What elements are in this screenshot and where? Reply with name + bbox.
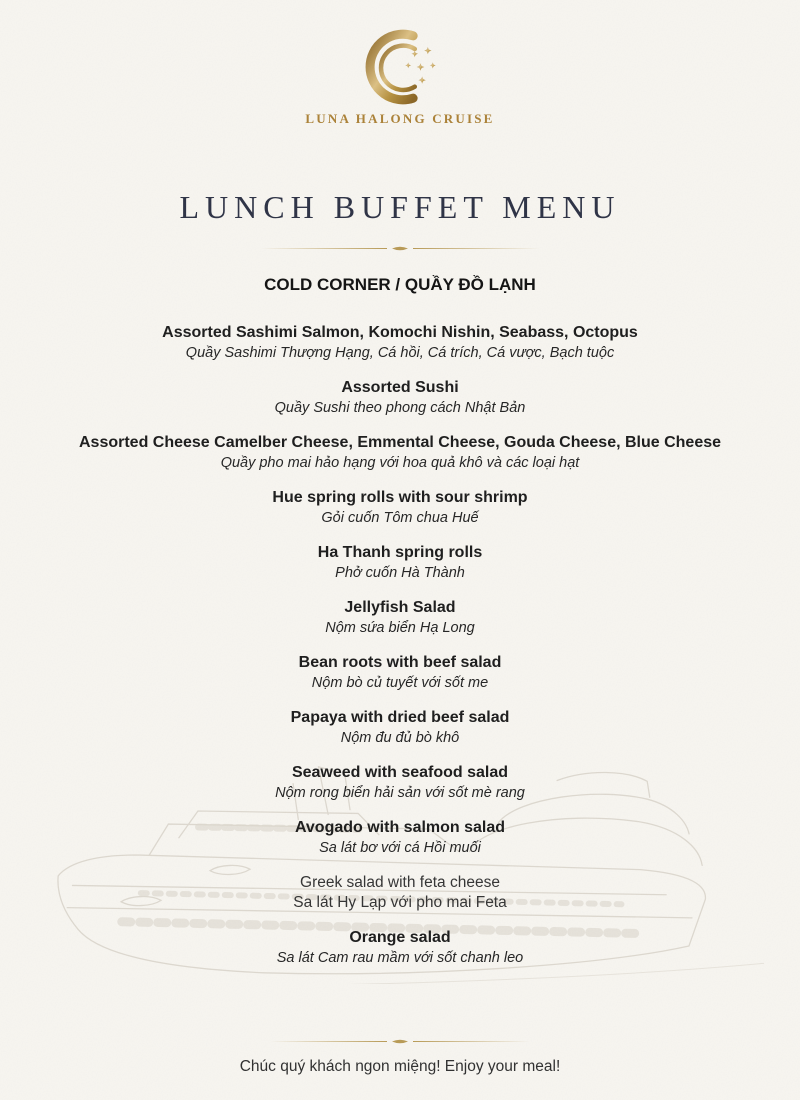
- menu-item: [0, 542, 800, 583]
- menu-item: [0, 652, 800, 693]
- item-translation: Phở cuốn Hà Thành: [335, 565, 465, 581]
- item-name: Seaweed with seafood salad: [291, 764, 509, 781]
- bottom-divider-ornament: [270, 1038, 530, 1045]
- item-name: Assorted Cheese Camelber Cheese, Emmental Cheese, Gouda Cheese, Blue Cheese: [78, 434, 722, 451]
- item-name: Orange salad: [349, 929, 451, 946]
- menu-item: [0, 927, 800, 968]
- page-title: LUNCH BUFFET MENU: [179, 189, 621, 225]
- item-translation: Quầy pho mai hảo hạng với hoa quả khô và các loại hạt: [220, 455, 580, 471]
- item-translation: Sa lát Cam rau mầm với sốt chanh leo: [276, 950, 524, 966]
- item-translation: Nộm rong biển hải sản với sốt mè rang: [275, 785, 525, 801]
- item-translation: Nộm bò củ tuyết với sốt me: [311, 675, 489, 691]
- brand-header: [0, 26, 800, 127]
- menu-items-list: [0, 322, 800, 968]
- menu-item: [0, 487, 800, 528]
- item-translation: Quầy Sashimi Thượng Hạng, Cá hồi, Cá trích, Cá vược, Bạch tuộc: [185, 345, 615, 361]
- menu-item: [0, 322, 800, 363]
- item-translation: Quầy Sushi theo phong cách Nhật Bản: [274, 400, 526, 416]
- menu-item: [0, 872, 800, 913]
- item-name: Ha Thanh spring rolls: [317, 544, 483, 561]
- item-name: Papaya with dried beef salad: [290, 709, 510, 726]
- item-translation: Sa lát bơ với cá Hồi muối: [319, 840, 481, 856]
- item-translation: Sa lát Hy Lạp với pho mai Feta: [293, 894, 507, 911]
- menu-item: [0, 597, 800, 638]
- item-name: Bean roots with beef salad: [298, 654, 502, 671]
- brand-name: LUNA HALONG CRUISE: [305, 111, 495, 126]
- item-name: Jellyfish Salad: [344, 599, 456, 616]
- item-name: Greek salad with feta cheese: [300, 874, 500, 891]
- menu-item: [0, 432, 800, 473]
- item-name: Avogado with salmon salad: [294, 819, 506, 836]
- menu-item: [0, 377, 800, 418]
- item-translation: Nộm đu đủ bò khô: [340, 730, 460, 746]
- item-translation: Gỏi cuốn Tôm chua Huế: [321, 510, 479, 526]
- footer-greeting: Chúc quý khách ngon miệng! Enjoy your meal!: [239, 1058, 561, 1075]
- item-name: Hue spring rolls with sour shrimp: [272, 489, 528, 506]
- section-title: COLD CORNER / QUẦY ĐỒ LẠNH: [264, 275, 536, 294]
- item-name: Assorted Sashimi Salmon, Komochi Nishin, Seabass, Octopus: [162, 324, 638, 341]
- top-divider-ornament: [260, 245, 540, 252]
- menu-item: [0, 817, 800, 858]
- item-translation: Nộm sứa biển Hạ Long: [325, 620, 475, 636]
- menu-item: [0, 762, 800, 803]
- menu-item: [0, 707, 800, 748]
- divider-ornament-icon: [392, 245, 408, 252]
- divider-ornament-icon: [392, 1038, 408, 1045]
- item-name: Assorted Sushi: [341, 379, 459, 396]
- crescent-moon-with-stars-icon: [338, 26, 462, 108]
